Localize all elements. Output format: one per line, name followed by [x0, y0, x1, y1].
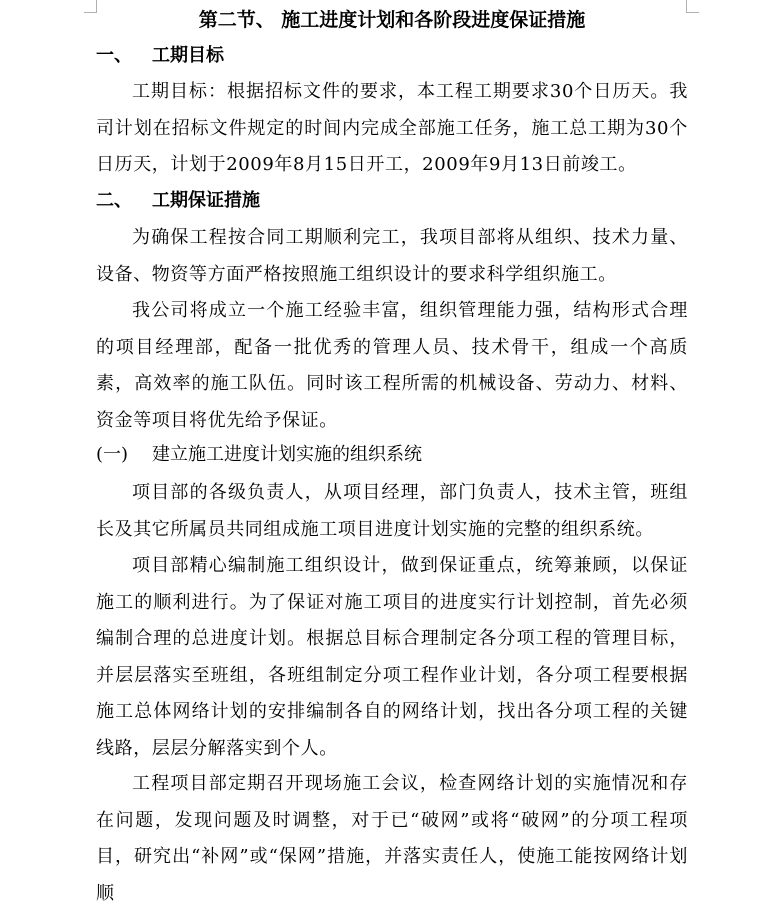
subheading-organization-system	[96, 441, 422, 469]
heading-number: 二、	[96, 190, 132, 211]
subheading-number: (一)	[96, 444, 129, 465]
heading-number: 一、	[96, 45, 132, 66]
heading-text: 工期目标	[152, 45, 224, 66]
paragraph-measures-1: 为确保工程按合同工期顺利完工，我项目部将从组织、技术力量、设备、物资等方面严格按照施工组织设计的要求科学组织施工。	[96, 227, 688, 285]
paragraph-schedule-goal: 工期目标：根据招标文件的要求，本工程工期要求30个日历天。我司计划在招标文件规定的时间内完成全部施工任务，施工总工期为30个日历天，计划于2009年8月15日开工，2009年9月13日前竣工。	[96, 81, 688, 176]
paragraph-organization-1: 项目部的各级负责人，从项目经理，部门负责人，技术主管，班组长及其它所属员共同组成施工项目进度计划实施的完整的组织系统。	[96, 482, 688, 540]
subheading-text: 建立施工进度计划实施的组织系统	[152, 444, 422, 465]
heading-schedule-measures	[96, 187, 260, 215]
heading-schedule-goal	[96, 42, 224, 70]
section-title: 第二节、 施工进度计划和各阶段进度保证措施	[198, 9, 586, 31]
paragraph-measures-2: 我公司将成立一个施工经验丰富，组织管理能力强，结构形式合理的项目经理部，配备一批优秀的管理人员、技术骨干，组成一个高质素，高效率的施工队伍。同时该工程所需的机械设备、劳动力、材料、资金等项目将优先给予保证。	[96, 300, 688, 431]
paragraph-organization-3: 工程项目部定期召开现场施工会议，检查网络计划的实施情况和存在问题，发现问题及时调整，对于已“破网”或将“破网”的分项工程项目，研究出“补网”或“保网”措施，并落实责任人，使施工能按网络计划顺	[96, 773, 688, 904]
paragraph-organization-2: 项目部精心编制施工组织设计，做到保证重点，统筹兼顾，以保证施工的顺利进行。为了保证对施工项目的进度实行计划控制，首先必须编制合理的总进度计划。根据总目标合理制定各分项工程的管理目标，并层层落实至班组，各班组制定分项工程作业计划，各分项工程要根据施工总体网络计划的安排编制各自的网络计划，找出各分项工程的关键线路，层层分解落实到个人。	[96, 555, 688, 759]
heading-text: 工期保证措施	[152, 190, 260, 211]
